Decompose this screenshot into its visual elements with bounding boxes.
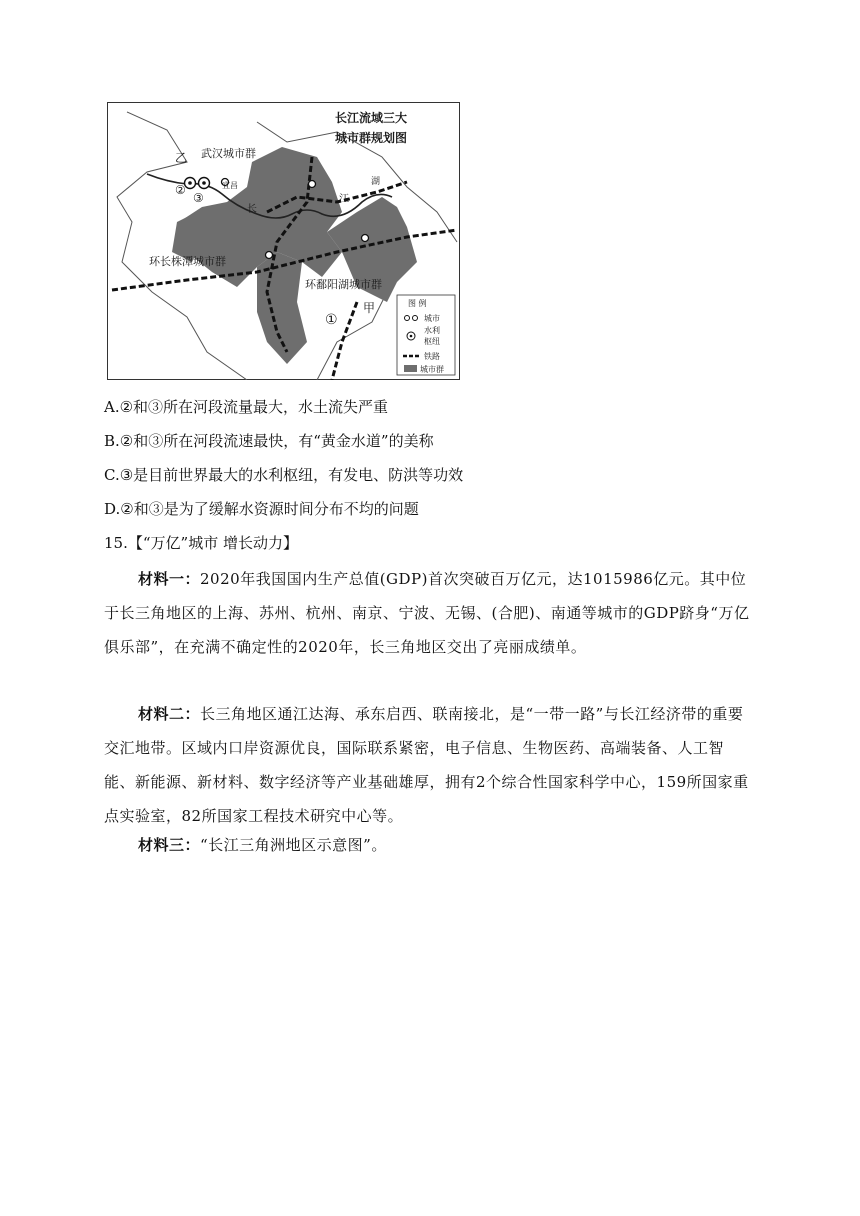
material-2-label: 材料二：: [138, 705, 201, 723]
label-jiang: 江: [339, 194, 349, 205]
label-mark1: ①: [325, 312, 338, 328]
option-b: B.②和③所在河段流速最快，有“黄金水道”的美称: [104, 432, 434, 450]
label-mark3: ③: [193, 191, 204, 205]
label-mark2: ②: [175, 183, 186, 197]
material-1-label: 材料一：: [138, 570, 201, 588]
legend-dam-icon-dot: [410, 335, 413, 338]
map-title-2: 城市群规划图: [335, 131, 408, 145]
material-3-label: 材料三：: [138, 836, 201, 854]
label-jia: 甲: [363, 301, 376, 315]
legend-city-icon: [413, 316, 418, 321]
label-wuhan: 武汉城市群: [201, 147, 256, 160]
legend-city-icon: [405, 316, 410, 321]
material-1: [104, 562, 754, 664]
label-poyang: 环鄱阳湖城市群: [305, 278, 382, 291]
city-marker: [362, 235, 369, 242]
label-changzhutan: 环长株潭城市群: [149, 255, 226, 268]
label-yichang: 宜昌: [222, 181, 238, 190]
material-2-text: 长三角地区通江达海、承东启西、联南接北，是“一带一路”与长江经济带的重要交汇地带。区域内口岸资源优良，国际联系紧密，电子信息、生物医药、高端装备、人工智能、新能源、新材料、数字经济等产业基础雄厚，拥有2个综合性国家科学中心，159所国家重点实验室，82所国家工程技术研究中心等。: [104, 705, 749, 825]
legend-area: 城市群: [420, 365, 444, 374]
city-marker: [266, 252, 273, 259]
option-d: D.②和③是为了缓解水资源时间分布不均的问题: [104, 500, 419, 518]
legend-dam-1: 水利: [424, 326, 440, 335]
material-2: [104, 697, 754, 833]
option-c: C.③是目前世界最大的水利枢纽，有发电、防洪等功效: [104, 466, 464, 484]
label-chang: 长: [247, 204, 257, 215]
option-a: A.②和③所在河段流量最大，水土流失严重: [104, 398, 389, 416]
city-marker: [309, 181, 316, 188]
material-3: [104, 828, 754, 862]
label-hu: 湖: [371, 177, 381, 187]
legend-title: 图 例: [408, 299, 427, 308]
material-1-text: 2020年我国国内生产总值(GDP)首次突破百万亿元，达1015986亿元。其中位于长三角地区的上海、苏州、杭州、南京、宁波、无锡、(合肥)、南通等城市的GDP跻身“万亿俱乐部”，在充满不确定性的2020年，长三角地区交出了亮丽成绩单。: [104, 570, 750, 656]
question-header: 15.【“万亿”城市 增长动力】: [104, 534, 298, 552]
dam-marker-dot: [202, 181, 206, 185]
legend-rail: 铁路: [424, 352, 440, 361]
material-3-text: “长江三角洲地区示意图”。: [200, 836, 387, 854]
dam-marker-dot: [188, 181, 192, 185]
legend-city: 城市: [424, 314, 440, 323]
label-yi: 乙: [175, 151, 188, 165]
legend-dam-2: 枢纽: [424, 337, 440, 346]
map-graphic: [107, 102, 460, 380]
map-title-1: 长江流域三大: [335, 111, 408, 125]
yangtze-city-cluster-map: [107, 102, 460, 380]
legend-area-icon: [404, 365, 417, 372]
